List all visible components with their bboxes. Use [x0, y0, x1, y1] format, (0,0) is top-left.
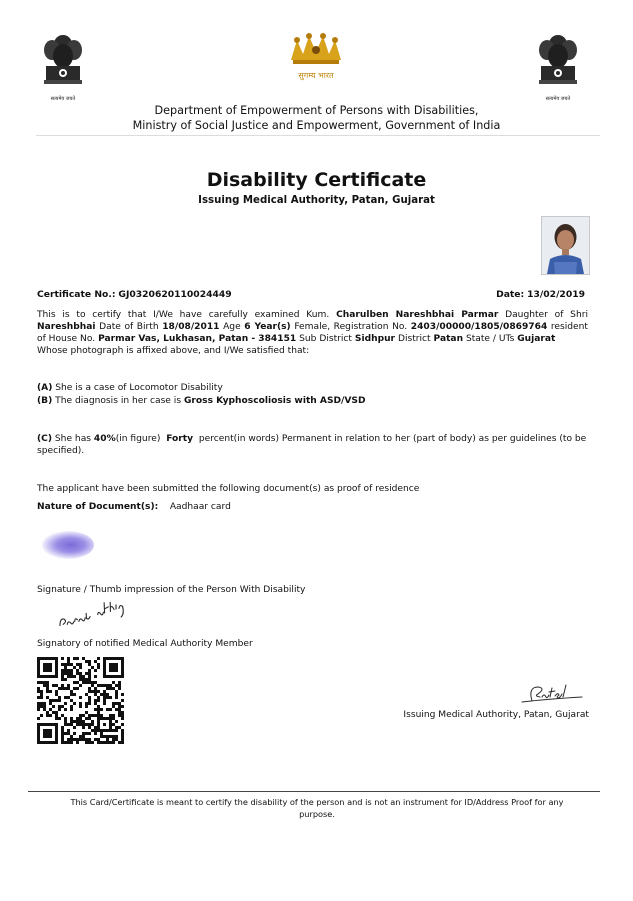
percentage-words: Forty [166, 434, 194, 444]
text-segment: Whose photograph is affixed above, and I/We satisfied that: [37, 346, 310, 356]
sub-district: Sidhpur [354, 334, 396, 344]
dept-line-2: Ministry of Social Justice and Empowerment, Government of India [132, 118, 501, 132]
authority-caption: Issuing Medical Authority, Patan, Gujarat [403, 710, 589, 720]
certificate-number [37, 289, 232, 300]
father-name: Nareshbhai [37, 322, 96, 332]
text-segment: This is to certify that I/We have carefully examined Kum. [37, 310, 330, 320]
thumb-caption: Signature / Thumb impression of the Person With Disability [37, 585, 306, 595]
diagnosis [37, 395, 588, 407]
certificate-title: Disability Certificate [206, 169, 427, 191]
age: 6 Year(s) [244, 322, 291, 332]
text-segment: (in figure) [115, 434, 161, 444]
certificate-date [496, 289, 585, 300]
qr-code [37, 657, 124, 744]
emblem-caption: सत्यमेव जयते [50, 96, 76, 102]
dept-line-1: Department of Empowerment of Persons with Disabilities, [154, 104, 479, 117]
item-b-text: The diagnosis in her case is [55, 396, 182, 406]
text-segment: District [397, 334, 431, 344]
accessible-india-logo-icon [283, 32, 349, 70]
item-c-label: (C) [37, 434, 52, 444]
item-b-value: Gross Kyphoscoliosis with ASD/VSD [183, 396, 366, 406]
applicant-photo [541, 216, 590, 275]
national-emblem-right [535, 32, 588, 102]
text-segment: Daughter of Shri [505, 310, 588, 320]
logo-caption: सुगम्य भारत [298, 71, 334, 80]
text-segment: percent(in words) Permanent in relation to her (part of body) as per guidelines (to be specified). [37, 434, 587, 456]
text-segment: She has [54, 434, 92, 444]
percentage-figure: 40% [93, 434, 116, 444]
certification-paragraph [37, 309, 588, 357]
disability-type [37, 382, 588, 394]
text-segment: Female, Registration No. [294, 322, 408, 332]
thumb-impression-icon [42, 531, 94, 559]
ashoka-emblem-icon [40, 32, 86, 94]
department-heading [0, 104, 633, 133]
nature-value: Aadhaar card [169, 502, 231, 512]
date-of-birth: 18/08/2011 [162, 322, 220, 332]
text-segment: Date of Birth [99, 322, 159, 332]
accessible-india-logo [283, 32, 349, 81]
certificate-number-label: Certificate No.: [37, 289, 116, 300]
member-caption: Signatory of notified Medical Authority Member [37, 639, 253, 649]
text-segment: Age [223, 322, 241, 332]
applicant-signature [55, 596, 145, 626]
certificate-date-label: Date: [496, 289, 525, 300]
residence-proof-text: The applicant have been submitted the following document(s) as proof of residence [37, 484, 420, 494]
registration-number: 2403/00000/1805/0869764 [410, 322, 548, 332]
nature-of-document [37, 501, 588, 513]
header-divider [36, 135, 600, 136]
text-segment: State / UTs [465, 334, 515, 344]
ashoka-emblem-icon [535, 32, 581, 94]
certificate-subtitle: Issuing Medical Authority, Patan, Gujarat [198, 195, 435, 206]
footer-note: This Card/Certificate is meant to certify the disability of the person and is not an instrument for ID/Address Proof for any purpose. [70, 797, 564, 819]
applicant-name: Charulben Nareshbhai Parmar [336, 310, 499, 320]
authority-signature [518, 681, 588, 707]
disability-percentage [37, 433, 588, 457]
authority-signature-icon [518, 681, 588, 707]
nature-label: Nature of Document(s): [37, 502, 159, 512]
national-emblem-left [40, 32, 93, 102]
child-portrait-icon [542, 217, 589, 274]
certificate-number-value: GJ0320620110024449 [118, 289, 232, 300]
emblem-caption: सत्यमेव जयते [545, 96, 571, 102]
handwritten-signature-icon [55, 596, 145, 626]
text-segment: Sub District [299, 334, 353, 344]
footer-divider [28, 791, 600, 792]
state: Gujarat [517, 334, 556, 344]
item-b-label: (B) [37, 396, 53, 406]
item-a-text: She is a case of Locomotor Disability [55, 383, 223, 393]
certificate-date-value: 13/02/2019 [527, 289, 585, 300]
district: Patan [433, 334, 464, 344]
text-segment: resident of House No. [37, 322, 588, 344]
qr-code-icon [37, 657, 124, 744]
address: Parmar Vas, Lukhasan, Patan - 384151 [98, 334, 297, 344]
item-a-label: (A) [37, 383, 53, 393]
